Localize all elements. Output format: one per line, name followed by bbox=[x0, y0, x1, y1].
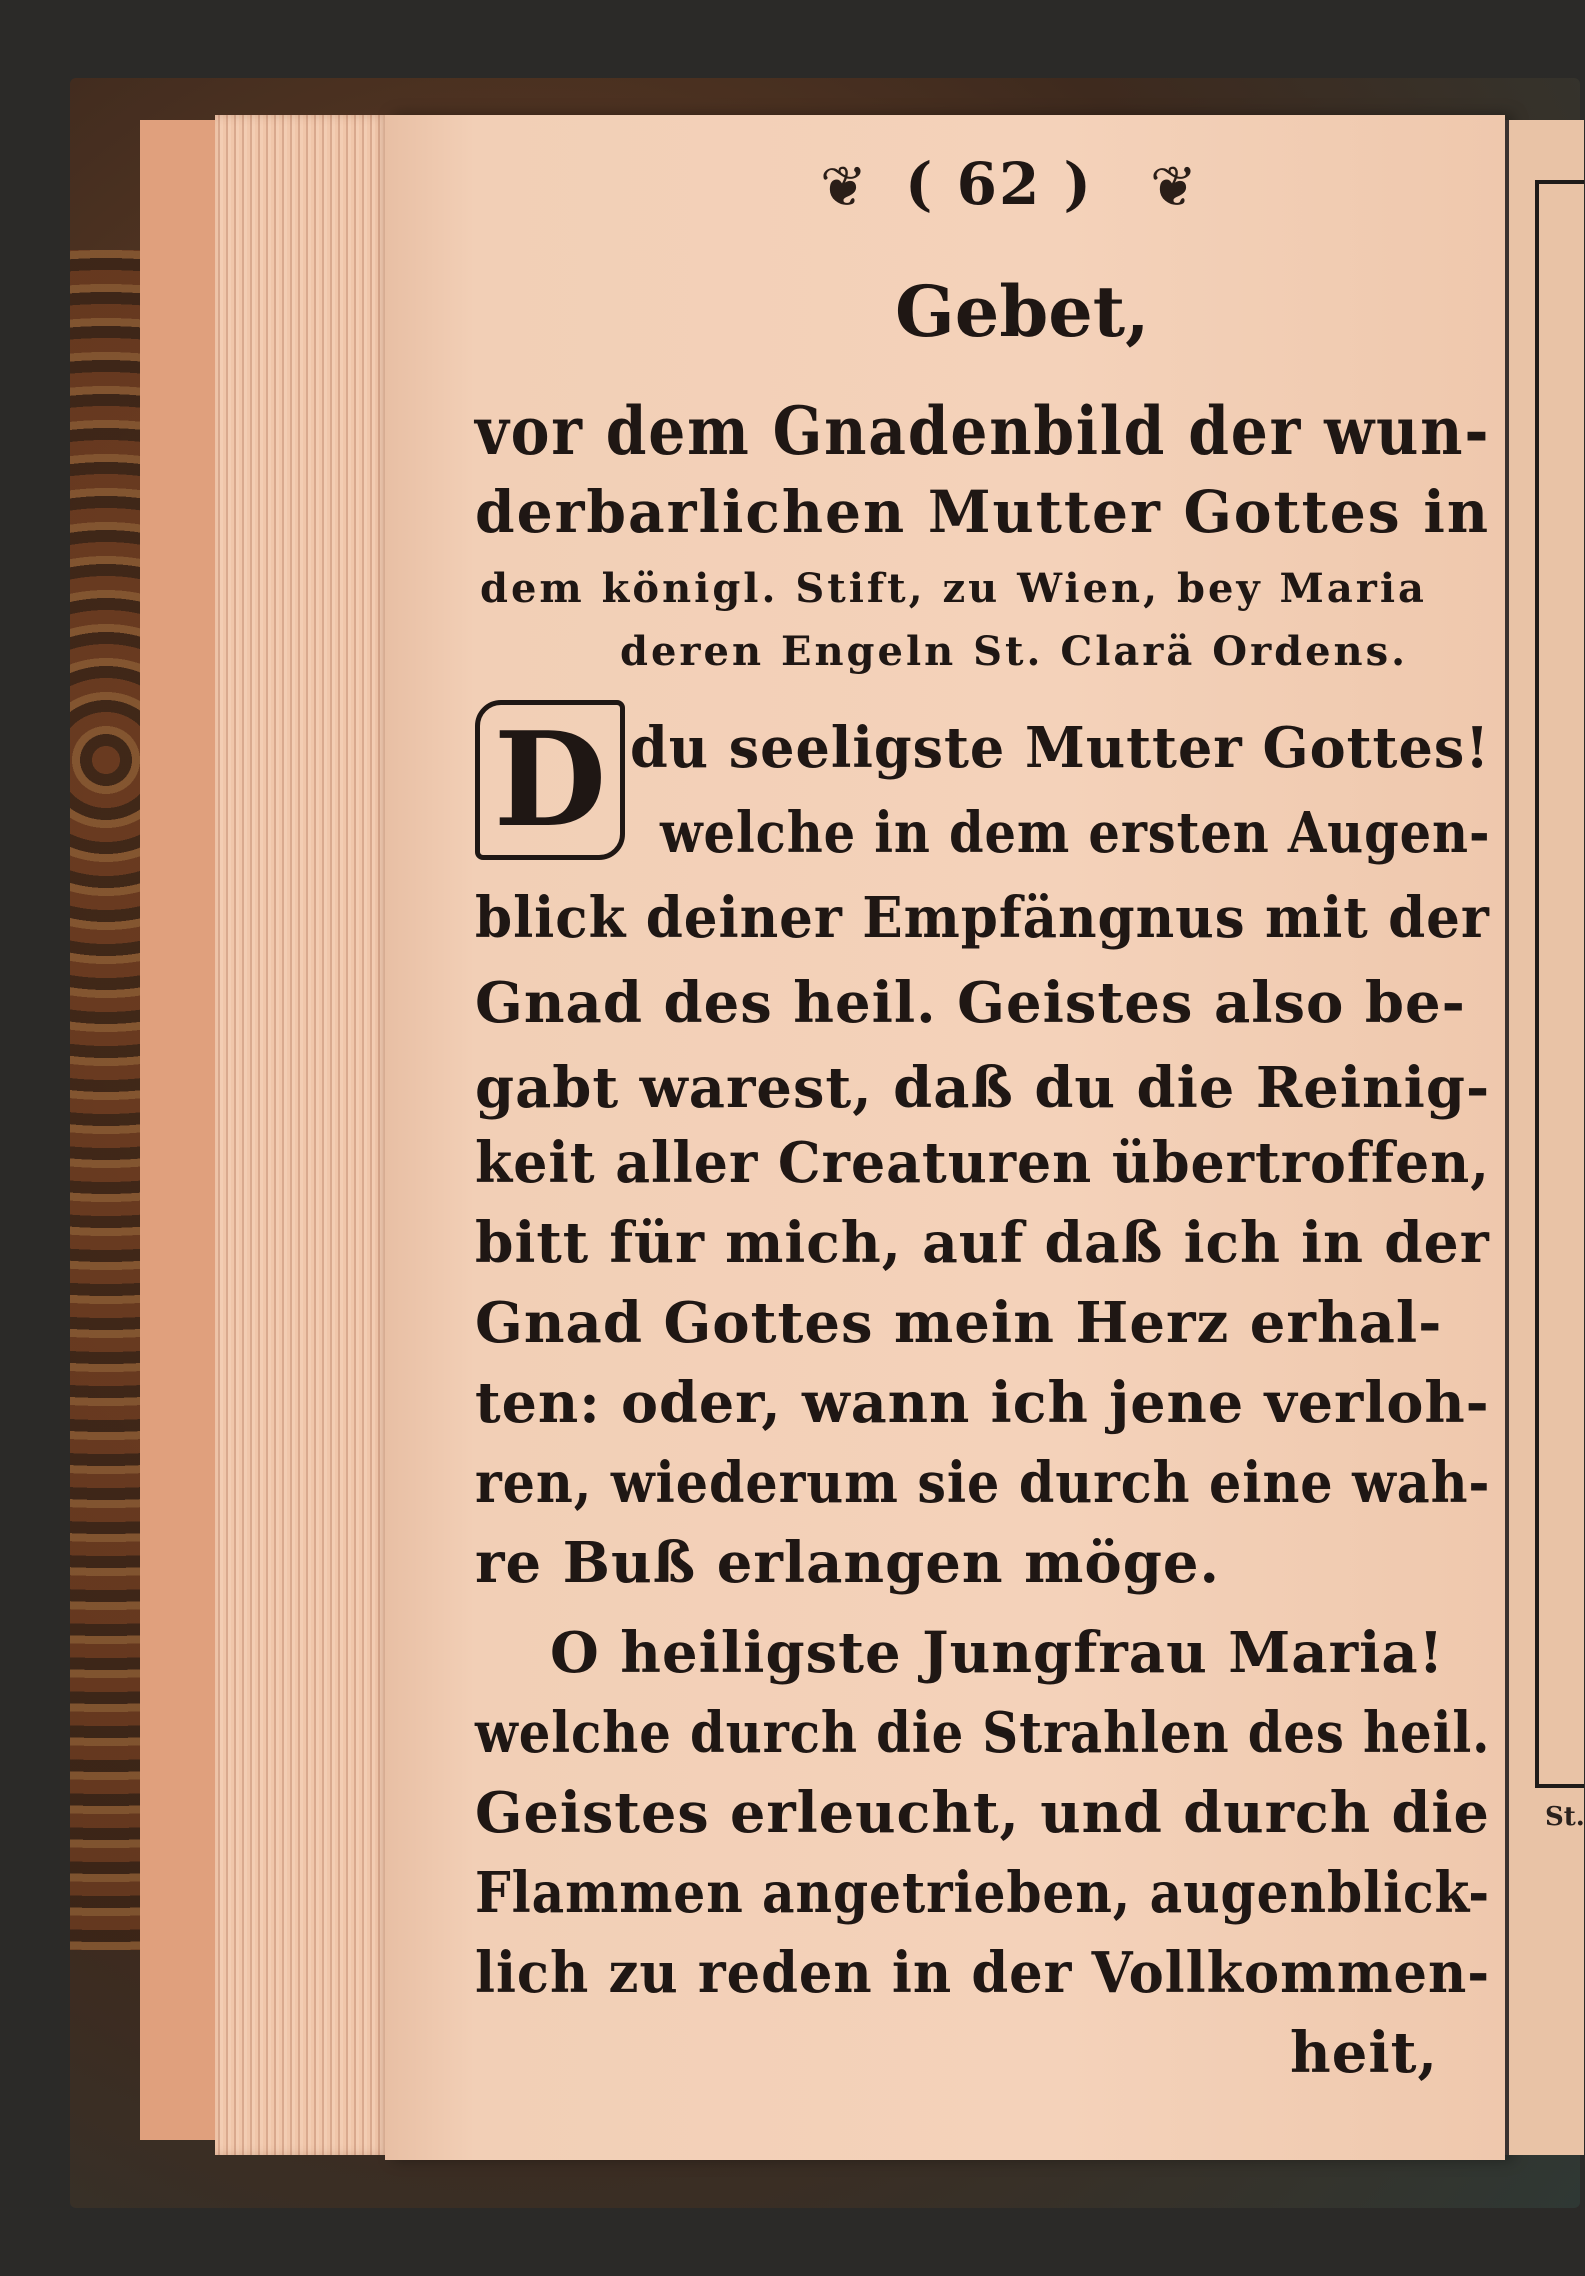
left-ornament-icon: ❦ bbox=[820, 155, 867, 220]
body-line: Geistes erleucht, und durch die bbox=[475, 1780, 1490, 1846]
body-line: keit aller Creaturen übertroffen, bbox=[475, 1130, 1490, 1196]
body-line: ren, wiederum sie durch eine wah- bbox=[475, 1450, 1491, 1516]
body-line: welche in dem ersten Augen- bbox=[660, 800, 1491, 866]
body-line: bitt für mich, auf daß ich in der bbox=[475, 1210, 1490, 1276]
facing-page-fragment: St. bbox=[1545, 1802, 1585, 1832]
body-line: ten: oder, wann ich jene verloh- bbox=[475, 1370, 1490, 1436]
body-line: re Buß erlangen möge. bbox=[475, 1530, 1221, 1596]
right-ornament-icon: ❦ bbox=[1150, 155, 1197, 220]
subtitle-line: vor dem Gnadenbild der wun- bbox=[475, 392, 1491, 470]
body-line: Gnad des heil. Geistes also be- bbox=[475, 970, 1466, 1036]
body-line: welche durch die Strahlen des heil. bbox=[475, 1700, 1491, 1766]
prayer-title: Gebet, bbox=[895, 270, 1150, 353]
body-line: lich zu reden in der Vollkommen- bbox=[475, 1940, 1491, 2006]
page-number: ( 62 ) bbox=[905, 150, 1093, 218]
body-line: blick deiner Empfängnus mit der bbox=[475, 885, 1490, 951]
body-line: du seeligste Mutter Gottes! bbox=[630, 715, 1490, 781]
body-line: Flammen angetrieben, augenblick- bbox=[475, 1860, 1491, 1926]
drop-cap: D bbox=[475, 700, 625, 860]
body-line: O heiligste Jungfrau Maria! bbox=[550, 1620, 1445, 1686]
body-line: gabt warest, daß du die Reinig- bbox=[475, 1055, 1491, 1121]
subtitle-line: derbarlichen Mutter Gottes in bbox=[475, 478, 1490, 546]
catchword: heit, bbox=[1290, 2020, 1438, 2086]
subtitle-line: dem königl. Stift, zu Wien, bey Maria bbox=[480, 565, 1427, 612]
body-line: Gnad Gottes mein Herz erhal- bbox=[475, 1290, 1443, 1356]
subtitle-line: deren Engeln St. Clarä Ordens. bbox=[620, 628, 1409, 675]
